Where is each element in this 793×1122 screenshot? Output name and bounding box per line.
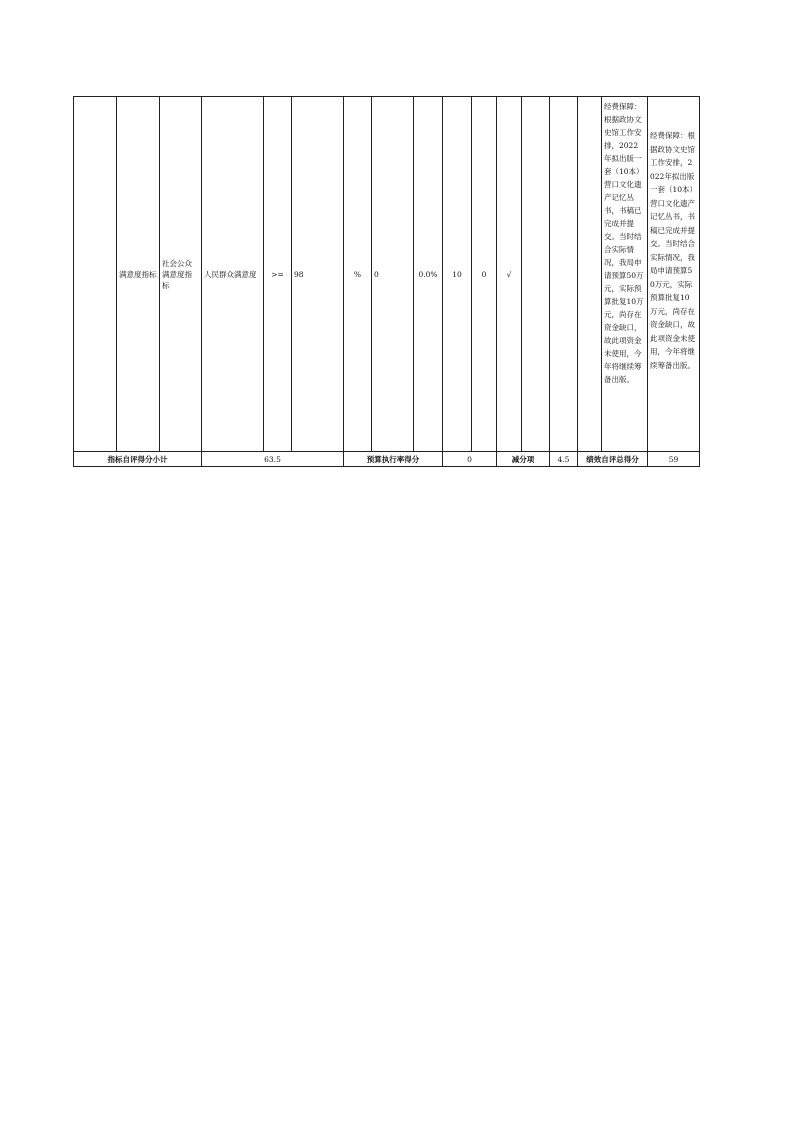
cell-blank xyxy=(74,97,117,452)
cell-weight: 10 xyxy=(443,97,472,452)
cell-unit: % xyxy=(344,97,372,452)
deduction-label: 减分项 xyxy=(497,452,550,467)
cell-score: 0 xyxy=(472,97,497,452)
performance-table xyxy=(73,96,700,467)
table-row xyxy=(74,97,700,452)
total-score-value: 59 xyxy=(648,452,700,467)
cell-operator: >= xyxy=(264,97,292,452)
cell-blank-a xyxy=(522,97,550,452)
budget-score-label: 预算执行率得分 xyxy=(344,452,443,467)
cell-blank-b xyxy=(550,97,578,452)
deduction-value: 4.5 xyxy=(550,452,578,467)
cell-completion-rate: 0.0% xyxy=(414,97,443,452)
total-score-label: 绩效自评总得分 xyxy=(578,452,648,467)
cell-level3-indicator: 人民群众满意度 xyxy=(202,97,264,452)
cell-improvement-measures: 经费保障：根据政协文史馆工作安排，2022年拟出版一套（10本）营口文化遗产记忆丛书，书稿已完成并提交。当时结合实际情况，我局申请预算50万元，实际预算批复10万元，尚存在资金缺口，故此项资金未使用，今年将继续筹备出版。 xyxy=(648,97,700,452)
cell-deviation-reason: 经费保障：根据政协文史馆工作安排，2022年拟出版一套（10本）营口文化遗产记忆丛书，书稿已完成并提交。当时结合实际情况，我局申请预算50万元，实际预算批复10万元，尚存在资金缺口，故此项资金未使用，今年将继续筹备出版。 xyxy=(602,97,648,452)
indicator-score-label: 指标自评得分小计 xyxy=(74,452,202,467)
cell-blank-c xyxy=(578,97,602,452)
cell-check-mark: √ xyxy=(497,97,522,452)
table-footer-row xyxy=(74,452,700,467)
cell-actual-value: 0 xyxy=(372,97,414,452)
cell-level2-indicator: 社会公众满意度指标 xyxy=(160,97,202,452)
cell-level1-indicator: 满意度指标 xyxy=(117,97,160,452)
budget-score-value: 0 xyxy=(443,452,497,467)
indicator-score-value: 63.5 xyxy=(202,452,344,467)
cell-target-value: 98 xyxy=(292,97,344,452)
